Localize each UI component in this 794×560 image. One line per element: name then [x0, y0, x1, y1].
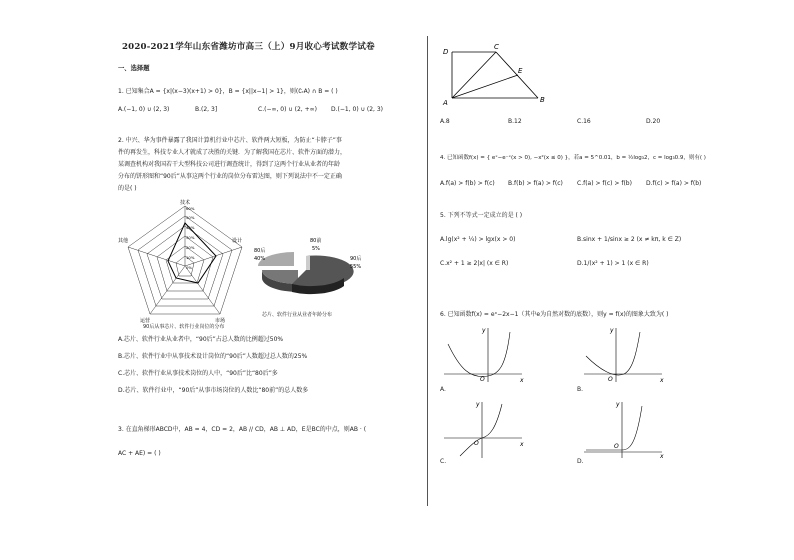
question-5-option-d: D.1/(x² + 1) > 1 (x ∈ R): [577, 260, 649, 267]
question-2-line-1: 2. 中兴、华为事件暴露了我国计算机行业中芯片、软件两大短板，为防止“卡脖子”事: [118, 137, 342, 144]
point-c-label: C: [494, 43, 499, 51]
point-a-label: A: [443, 99, 448, 107]
question-2-line-5: 的是( ): [118, 185, 137, 192]
axis-y-label: y: [482, 327, 486, 334]
question-4-option-d: D.f(c) > f(a) > f(b): [646, 180, 702, 187]
question-6-option-a: A.: [440, 386, 446, 393]
question-3-option-c: C.16: [577, 118, 591, 125]
radar-chart: [118, 198, 258, 330]
question-2-line-4: 分布的饼形图和“90后”从事这两个行业的岗位分布雷达图，则下列说法中不一定正确: [118, 173, 342, 180]
pie-caption: 芯片、软件行业从业者年龄分布: [262, 312, 333, 318]
question-1-option-d: D.(−1, 0) ∪ (2, 3): [331, 106, 384, 113]
axis-x-label: x: [520, 441, 524, 448]
axis-x-label: x: [660, 453, 664, 460]
graph-option-a: [440, 324, 530, 384]
question-2-option-a: A.芯片、软件行业从业者中，“90后”占总人数的比例超过50%: [118, 336, 284, 343]
question-1-option-b: B.(2, 3]: [195, 106, 218, 113]
graph-option-c: [440, 398, 530, 460]
question-4-option-c: C.f(a) > f(c) > f(b): [577, 180, 632, 187]
question-4-option-a: A.f(a) > f(b) > f(c): [440, 180, 495, 187]
question-1-stem: 1. 已知集合A = {x|(x−3)(x+1) > 0}，B = {x||x−1| > 1}，则(∁ᵣA) ∩ B = ( ): [118, 88, 338, 95]
origin-label: O: [608, 376, 613, 383]
question-6-option-d: D.: [577, 458, 584, 465]
pie-label-80-after: 80后: [254, 248, 266, 254]
axis-y-label: y: [610, 327, 614, 334]
radar-label-market: 市场: [215, 318, 226, 324]
radar-label-ops: 运营: [140, 318, 151, 324]
graph-option-b: [580, 324, 670, 384]
pie-label-80-after-pct: 40%: [254, 256, 266, 262]
question-3-option-b: B.12: [508, 118, 522, 125]
axis-x-label: x: [520, 377, 524, 384]
radar-tick: 40%: [186, 225, 195, 230]
question-2-line-2: 件的再发生，科技专业人才就成了决胜的关键．为了解我国在芯片、软件方面的潜力，: [118, 149, 347, 156]
question-6-option-c: C.: [440, 458, 447, 465]
question-2-line-3: 某调查机构对我国若干大型科技公司进行调查统计，得到了这两个行业从业者的年龄: [118, 161, 341, 168]
question-3-line-2: AC + AE) = ( ): [118, 450, 161, 457]
radar-tick: 20%: [186, 245, 195, 250]
radar-tick: 50%: [186, 215, 195, 220]
radar-label-design: 设计: [232, 238, 243, 244]
question-6-stem: 6. 已知函数f(x) = eˣ−2x−1（其中e为自然对数的底数），则y = f(x)的图象大致为( ): [440, 311, 669, 318]
radar-tick: 10%: [186, 255, 195, 260]
pie-label-90-after-pct: 55%: [350, 264, 362, 270]
pie-label-80-before: 80前: [310, 238, 322, 244]
question-5-option-b: B.sinx + 1/sinx ≥ 2 (x ≠ kπ, k ∈ Z): [577, 236, 682, 243]
radar-tick: 60%: [186, 206, 195, 211]
point-b-label: B: [540, 96, 545, 104]
question-3-option-a: A.8: [440, 118, 450, 125]
page-title: 2020-2021学年山东省潍坊市高三（上）9月收心考试数学试卷: [122, 42, 375, 52]
question-5-stem: 5. 下列不等式一定成立的是 ( ): [440, 212, 523, 219]
question-6-option-b: B.: [577, 386, 584, 393]
question-3-line-1: 3. 在直角梯形ABCD中，AB = 4，CD = 2，AB // CD，AB ⊥ AD，E是BC的中点，则AB · (: [118, 426, 367, 433]
column-divider: [427, 36, 428, 506]
question-5-option-c: C.x² + 1 ≥ 2|x| (x ∈ R): [440, 260, 509, 267]
radar-tick: 30%: [186, 235, 195, 240]
point-d-label: D: [443, 48, 449, 56]
radar-caption: 90后从事芯片、软件行业岗位的分布: [143, 324, 225, 330]
pie-label-80-before-pct: 5%: [312, 246, 320, 252]
axis-y-label: y: [616, 401, 620, 408]
question-2-option-b: B.芯片、软件行业中从事技术设计岗位的“90后”人数超过总人数的25%: [118, 353, 308, 360]
axis-x-label: x: [660, 377, 664, 384]
question-4-stem: 4. 已知函数f(x) = { eˣ−e⁻ˣ(x > 0), −x²(x ≤ 0) }，若a = 5^0.01，b = ½log₃2，c = log₃0.9，则有( ): [440, 155, 706, 161]
radar-label-other: 其他: [118, 238, 129, 244]
origin-label: O: [480, 376, 485, 383]
radar-label-tech: 技术: [180, 200, 191, 206]
origin-label: O: [614, 443, 619, 450]
axis-y-label: y: [476, 401, 480, 408]
trapezoid-figure: [440, 42, 550, 108]
origin-label: O: [474, 440, 479, 447]
question-4-option-b: B.f(b) > f(a) > f(c): [508, 180, 563, 187]
radar-tick: 0%: [186, 265, 193, 270]
pie-label-90-after: 90后: [350, 256, 362, 262]
question-1-option-c: C.(−∞, 0) ∪ (2, +∞): [258, 106, 317, 113]
question-5-option-a: A.lg(x² + ¼) > lgx(x > 0): [440, 236, 516, 243]
pie-chart: [250, 232, 370, 312]
section-heading: 一、选择题: [118, 65, 150, 72]
question-3-option-d: D.20: [646, 118, 661, 125]
question-2-option-d: D.芯片、软件行业中，“90后”从事市场岗位的人数比“80前”的总人数多: [118, 387, 309, 394]
graph-option-d: [580, 398, 670, 460]
point-e-label: E: [518, 67, 523, 75]
question-2-option-c: C.芯片、软件行业从事技术岗位的人中，“90后”比“80后”多: [118, 370, 278, 377]
question-1-option-a: A.(−1, 0) ∪ (2, 3): [118, 106, 170, 113]
